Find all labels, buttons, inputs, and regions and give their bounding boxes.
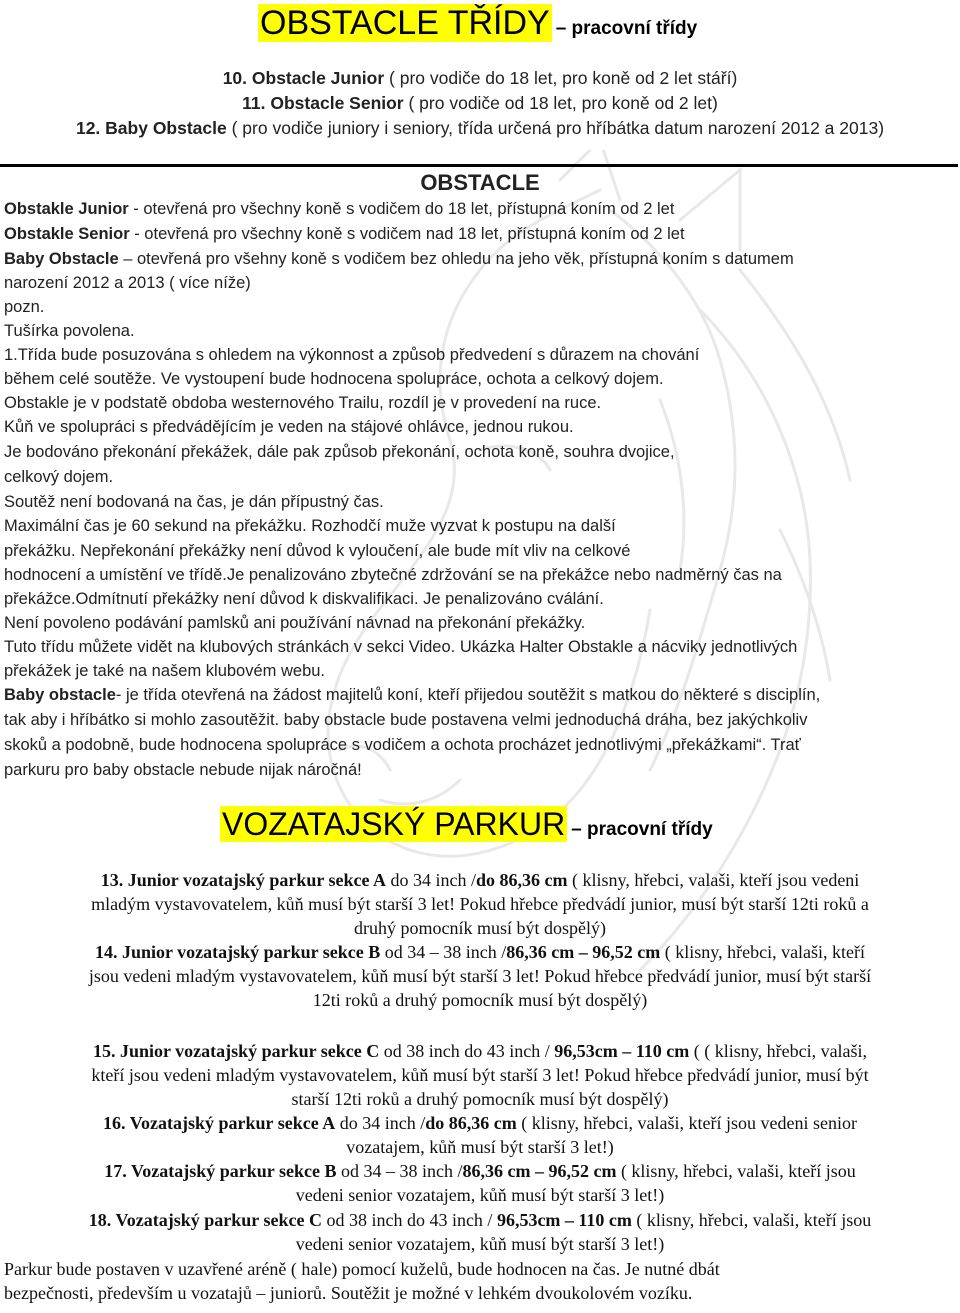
obstacle-title-row — [258, 4, 697, 43]
parkur-title-row — [220, 806, 713, 843]
footer-line: Parkur bude postaven v uzavřené aréně ( hale) pomocí kuželů, bude hodnocen na čas. Je nutné dbát — [4, 1259, 720, 1279]
class-desc: ( pro vodiče juniory i seniory, třída určená pro hříbátka datum narození 2012 a 2013) — [226, 118, 885, 138]
parkur-class-line — [0, 1161, 960, 1182]
class-height: do 86,36 cm — [425, 1113, 517, 1133]
rule-line: Tuto třídu můžete vidět na klubových stránkách v sekci Video. Ukázka Halter Obstakle a nácviky jednotlivých — [4, 638, 798, 656]
parkur-class-line: vozatajem, kůň musí být starší 3 let!) — [346, 1137, 614, 1157]
baby-obstacle-line: parkuru pro baby obstacle nebude nijak náročná! — [4, 761, 362, 779]
rule-line: překážce.Odmítnutí překážky není důvod k diskvalifikaci. Je penalizováno cválání. — [4, 590, 604, 608]
parkur-class-line — [0, 1041, 960, 1062]
definition-line — [4, 225, 954, 244]
class-height: 86,36 cm – 96,52 cm — [506, 942, 661, 962]
baby-obstacle-text: - je třída otevřená na žádost majitelů koní, kteří přijedou soutěžit s matkou do některé s disciplín, — [115, 686, 821, 704]
rule-line: Není povoleno podávání pamlsků ani používání návnad na překonání překážky. — [4, 614, 586, 632]
parkur-class-line — [0, 870, 960, 891]
definition-term: Baby Obstacle — [4, 250, 119, 268]
class-height: do 86,36 cm — [476, 870, 568, 890]
section-divider — [0, 164, 958, 167]
parkur-class-line: jsou vedeni mladým vystavovatelem, kůň musí být starší 3 let! Pokud hřebce předvádí junior, musí být starší — [88, 966, 872, 986]
class-desc: ( klisny, hřebci, valaši, kteří jsou vedeni senior — [516, 1113, 857, 1133]
baby-obstacle-line: skoků a podobně, bude hodnocena spolupráce s vodičem a ochota procházet jednotlivými „překážkami“. Trať — [4, 736, 801, 754]
class-item — [0, 91, 960, 116]
rule-line: Je bodováno překonání překážek, dále pak způsob překonání, ochota koně, souhra dvojice, — [4, 443, 675, 461]
class-desc: ( klisny, hřebci, valaši, kteří jsou — [616, 1161, 856, 1181]
rule-line: během celé soutěže. Ve vystoupení bude hodnocena spolupráce, ochota a celkový dojem. — [4, 370, 664, 388]
class-desc: ( klisny, hřebci, valaši, kteří jsou — [631, 1210, 872, 1230]
rule-line: Soutěž není bodovaná na čas, je dán přípustný čas. — [4, 493, 384, 511]
class-range: od 34 – 38 inch / — [336, 1161, 463, 1181]
baby-obstacle-term: Baby obstacle — [4, 686, 116, 704]
class-desc: ( pro vodiče od 18 let, pro koně od 2 let) — [403, 93, 718, 113]
class-name: 12. Baby Obstacle — [75, 118, 227, 138]
rule-line: celkový dojem. — [4, 468, 114, 486]
rule-line: hodnocení a umístění ve třídě.Je penalizováno zbytečné zdržování se na překážce nebo nadměrný čas na — [4, 566, 782, 584]
class-desc: ( pro vodiče do 18 let, pro koně od 2 let stáří) — [384, 68, 738, 88]
class-desc: ( ( klisny, hřebci, valaši, — [689, 1041, 868, 1061]
class-range: od 34 – 38 inch / — [380, 942, 507, 962]
class-name: 17. Vozatajský parkur sekce B — [104, 1161, 337, 1181]
text-line: pozn. — [4, 298, 45, 316]
rule-line: 1.Třída bude posuzována s ohledem na výkonnost a způsob předvedení s důrazem na chování — [4, 346, 700, 364]
footer-line: bezpečnosti, především u vozatajů – juniorů. Soutěžit je možné v lehkém dvoukolovém vozíku. — [4, 1283, 693, 1303]
text-line: Tušírka povolena. — [4, 322, 135, 340]
class-range: od 38 inch do 43 inch / — [379, 1041, 555, 1061]
rule-line: překážek je také na našem klubovém webu. — [4, 662, 326, 680]
class-item — [0, 66, 960, 91]
obstacle-subtitle: – pracovní třídy — [555, 18, 698, 39]
class-name: 18. Vozatajský parkur sekce C — [88, 1210, 322, 1230]
class-name: 11. Obstacle Senior — [242, 93, 404, 113]
obstacle-heading: OBSTACLE — [420, 170, 540, 195]
definition-text: - otevřená pro všechny koně s vodičem do 18 let, přístupná koním od 2 let — [128, 200, 675, 218]
class-range: od 38 inch do 43 inch / — [321, 1210, 497, 1230]
class-item — [0, 116, 960, 141]
definition-text: – otevřená pro všehny koně s vodičem bez ohledu na jeho věk, přístupná koním s datumem — [118, 250, 794, 268]
parkur-class-line: druhý pomocník musí být dospělý) — [354, 918, 606, 938]
class-desc: ( klisny, hřebci, valaši, kteří jsou vedeni — [567, 870, 860, 890]
class-name: 15. Junior vozatajský parkur sekce C — [92, 1041, 380, 1061]
class-range: do 34 inch / — [335, 1113, 426, 1133]
class-desc: ( klisny, hřebci, valaši, kteří — [660, 942, 866, 962]
class-range: do 34 inch / — [386, 870, 477, 890]
class-name: 13. Junior vozatajský parkur sekce A — [100, 870, 387, 890]
baby-obstacle-line: tak aby i hříbátko si mohlo zasoutěžit. baby obstacle bude postavena velmi jednoduchá dráha, bez jakýchkoliv — [4, 711, 808, 729]
obstacle-class-list — [0, 66, 960, 141]
rule-line: Kůň ve spolupráci s předvádějícím je veden na stájové ohlávce, jednou rukou. — [4, 418, 574, 436]
parkur-class-line: starší 12ti roků a druhý pomocník musí být dospělý) — [291, 1089, 669, 1109]
parkur-subtitle: – pracovní třídy — [571, 819, 713, 840]
parkur-class-line: kteří jsou vedeni mladým vystavovatelem, kůň musí být starší 3 let! Pokud hřebce předvádí junior, musí být — [91, 1065, 869, 1085]
parkur-class-line — [0, 1113, 960, 1134]
definition-line — [4, 200, 954, 219]
rule-line: Maximální čas je 60 sekund na překážku. Rozhodčí muže vyzvat k postupu na další — [4, 517, 616, 535]
definition-term: Obstakle Senior — [4, 225, 130, 243]
parkur-class-line — [0, 1210, 960, 1231]
class-height: 96,53cm – 110 cm — [496, 1210, 632, 1230]
rule-line: Obstakle je v podstatě obdoba westernového Trailu, rozdíl je v provedení na ruce. — [4, 394, 602, 412]
definition-line — [4, 250, 954, 269]
obstacle-title: OBSTACLE TŘÍDY — [260, 4, 550, 42]
parkur-title: VOZATAJSKÝ PARKUR — [222, 806, 566, 842]
rule-line: překážku. Nepřekonání překážky není důvod k vyloučení, ale bude mít vliv na celkové — [4, 542, 631, 560]
class-height: 96,53cm – 110 cm — [554, 1041, 690, 1061]
parkur-class-line: mladým vystavovatelem, kůň musí být starší 3 let! Pokud hřebce předvádí junior, musí být starší 12ti roků a — [91, 894, 869, 914]
parkur-class-line — [0, 942, 960, 963]
baby-obstacle-line — [4, 686, 954, 705]
class-name: 16. Vozatajský parkur sekce A — [103, 1113, 336, 1133]
parkur-class-line: vedeni senior vozatajem, kůň musí být starší 3 let!) — [295, 1234, 665, 1254]
parkur-class-line: 12ti roků a druhý pomocník musí být dospělý) — [312, 990, 648, 1010]
class-height: 86,36 cm – 96,52 cm — [462, 1161, 617, 1181]
definition-text: - otevřená pro všechny koně s vodičem nad 18 let, přístupná koním od 2 let — [129, 225, 685, 243]
text-line: narození 2012 a 2013 ( více níže) — [4, 274, 251, 292]
class-name: 10. Obstacle Junior — [222, 68, 385, 88]
parkur-class-line: vedeni senior vozatajem, kůň musí být starší 3 let!) — [295, 1185, 665, 1205]
definition-term: Obstakle Junior — [4, 200, 129, 218]
class-name: 14. Junior vozatajský parkur sekce B — [94, 942, 381, 962]
